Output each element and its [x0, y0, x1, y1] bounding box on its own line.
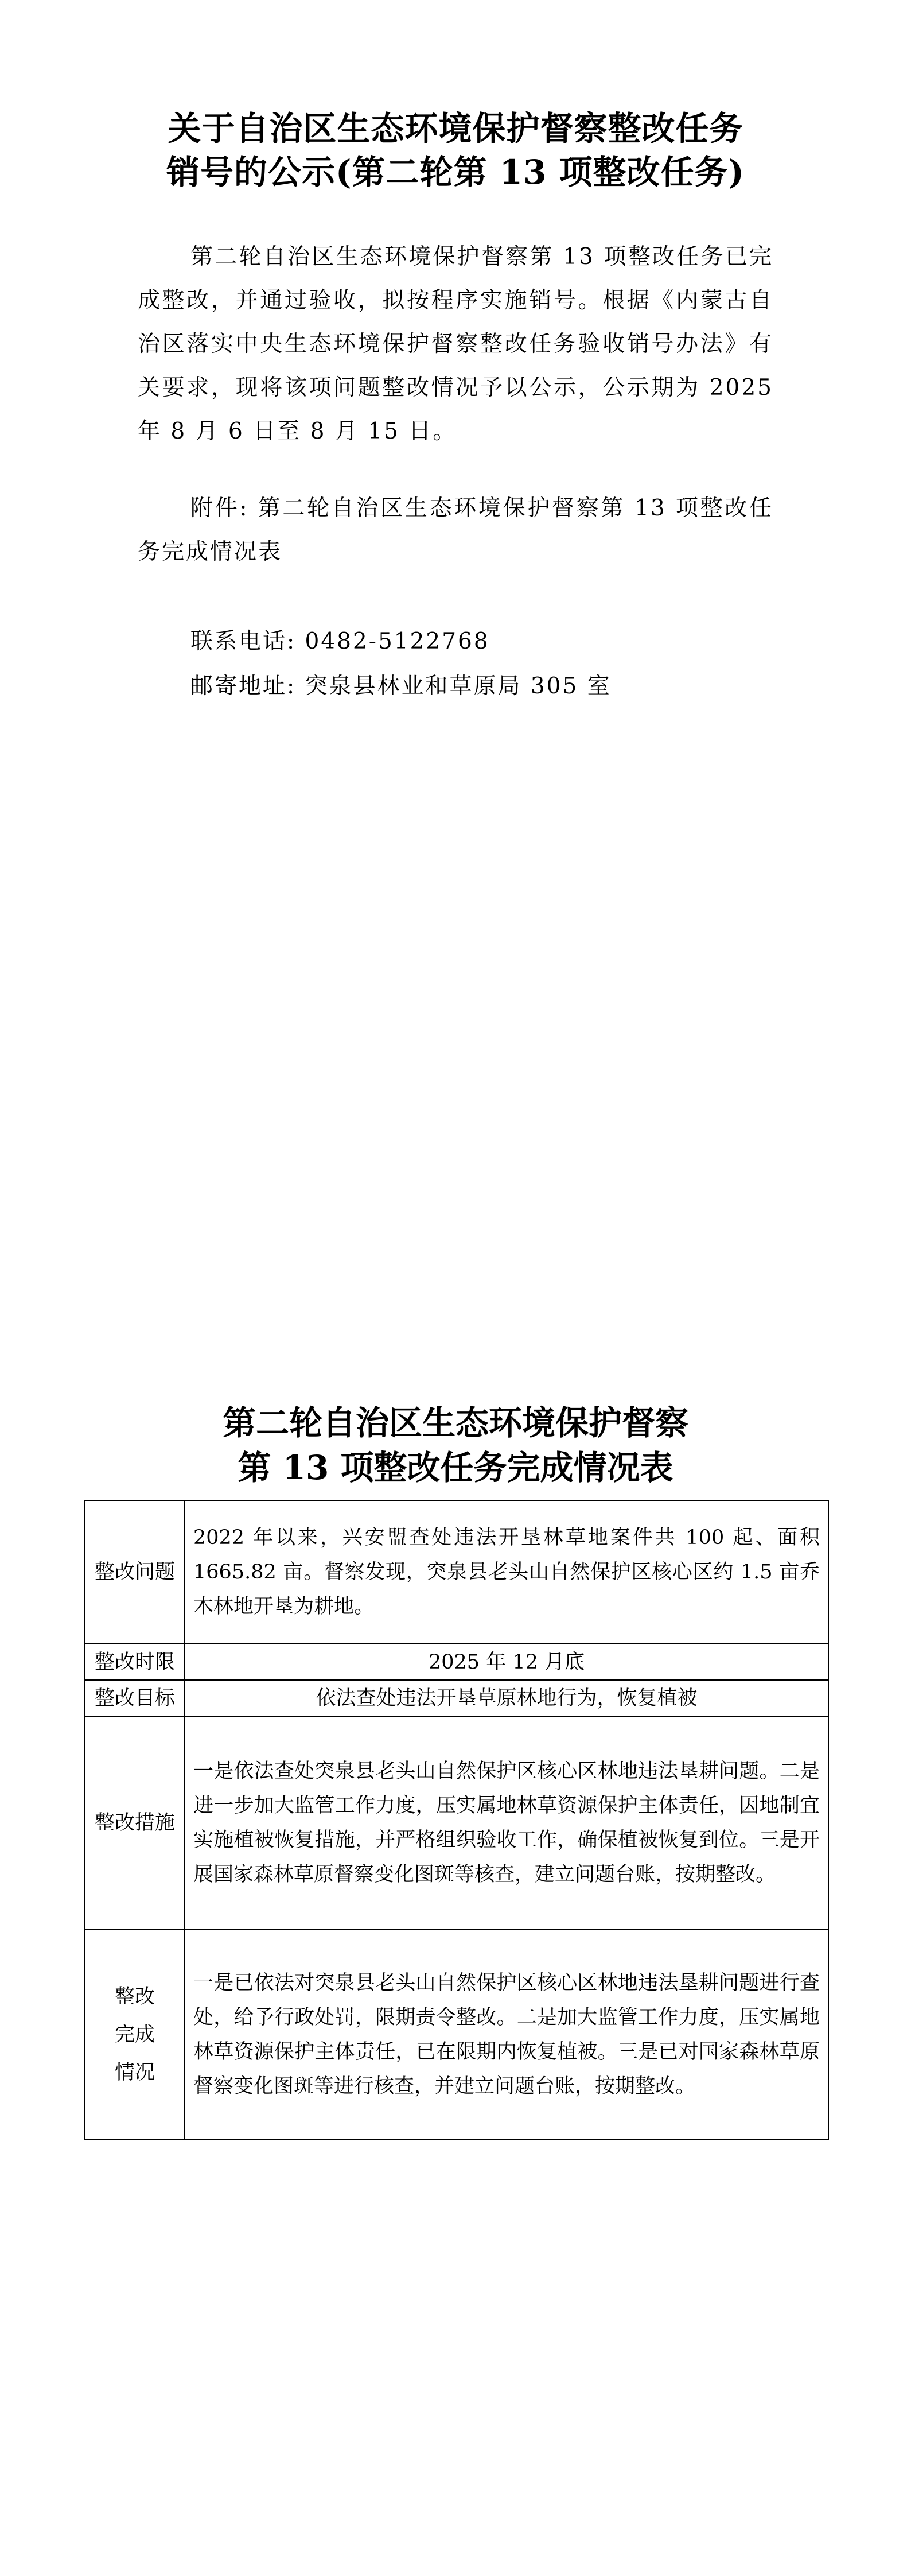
row-label-problem: 整改问题 [85, 1500, 185, 1644]
label-line: 情况 [114, 2061, 155, 2084]
notice-title-line-2: 销号的公示(第二轮第 13 项整改任务) [166, 153, 745, 192]
mailing-address: 邮寄地址: 突泉县林业和草原局 305 室 [190, 673, 612, 699]
row-content-problem: 2022 年以来，兴安盟查处违法开垦林草地案件共 100 起、面积 1665.82 亩。督察发现，突泉县老头山自然保护区核心区约 1.5 亩乔木林地开垦为耕地。 [185, 1500, 828, 1644]
label-line: 整改 [114, 1985, 155, 2008]
label-line: 完成 [114, 2023, 155, 2046]
table-row [85, 1644, 828, 1680]
table-row [85, 1930, 828, 2140]
report-title-line-1: 第二轮自治区生态环境保护督察 [222, 1403, 688, 1442]
attachment-note: 附件: 第二轮自治区生态环境保护督察第 13 项整改任务完成情况表 [138, 495, 773, 565]
row-label-measures: 整改措施 [85, 1716, 185, 1930]
row-label-deadline: 整改时限 [85, 1644, 185, 1680]
contact-phone: 联系电话: 0482-5122768 [190, 629, 490, 654]
row-content-deadline: 2025 年 12 月底 [185, 1644, 828, 1680]
table-row [85, 1500, 828, 1644]
notice-intro-paragraph: 第二轮自治区生态环境保护督察第 13 项整改任务已完成整改，并通过验收，拟按程序实施销号。根据《内蒙古自治区落实中央生态环境保护督察整改任务验收销号办法》有关要求，现将该项问题整改情况予以公示，公示期为 2025 年 8 月 6 日至 8 月 15 日。 [138, 244, 773, 444]
notice-title-line-1: 关于自治区生态环境保护督察整改任务 [168, 109, 743, 148]
row-content-measures: 一是依法查处突泉县老头山自然保护区核心区林地违法垦耕问题。二是进一步加大监管工作力度，压实属地林草资源保护主体责任，因地制宜实施植被恢复措施，并严格组织验收工作，确保植被恢复到位。三是开展国家森林草原督察变化图斑等核查，建立问题台账，按期整改。 [185, 1716, 828, 1930]
row-content-goal: 依法查处违法开垦草原林地行为，恢复植被 [185, 1680, 828, 1716]
row-content-completion: 一是已依法对突泉县老头山自然保护区核心区林地违法垦耕问题进行查处，给予行政处罚，限期责令整改。二是加大监管工作力度，压实属地林草资源保护主体责任，已在限期内恢复植被。三是已对国家森林草原督察变化图斑等进行核查，并建立问题台账，按期整改。 [185, 1930, 828, 2140]
table-row [85, 1716, 828, 1930]
row-label-goal: 整改目标 [85, 1680, 185, 1716]
completion-status-table [84, 1500, 829, 2140]
row-label-completion [85, 1930, 185, 2140]
table-row [85, 1680, 828, 1716]
report-title-line-2: 第 13 项整改任务完成情况表 [238, 1448, 673, 1487]
